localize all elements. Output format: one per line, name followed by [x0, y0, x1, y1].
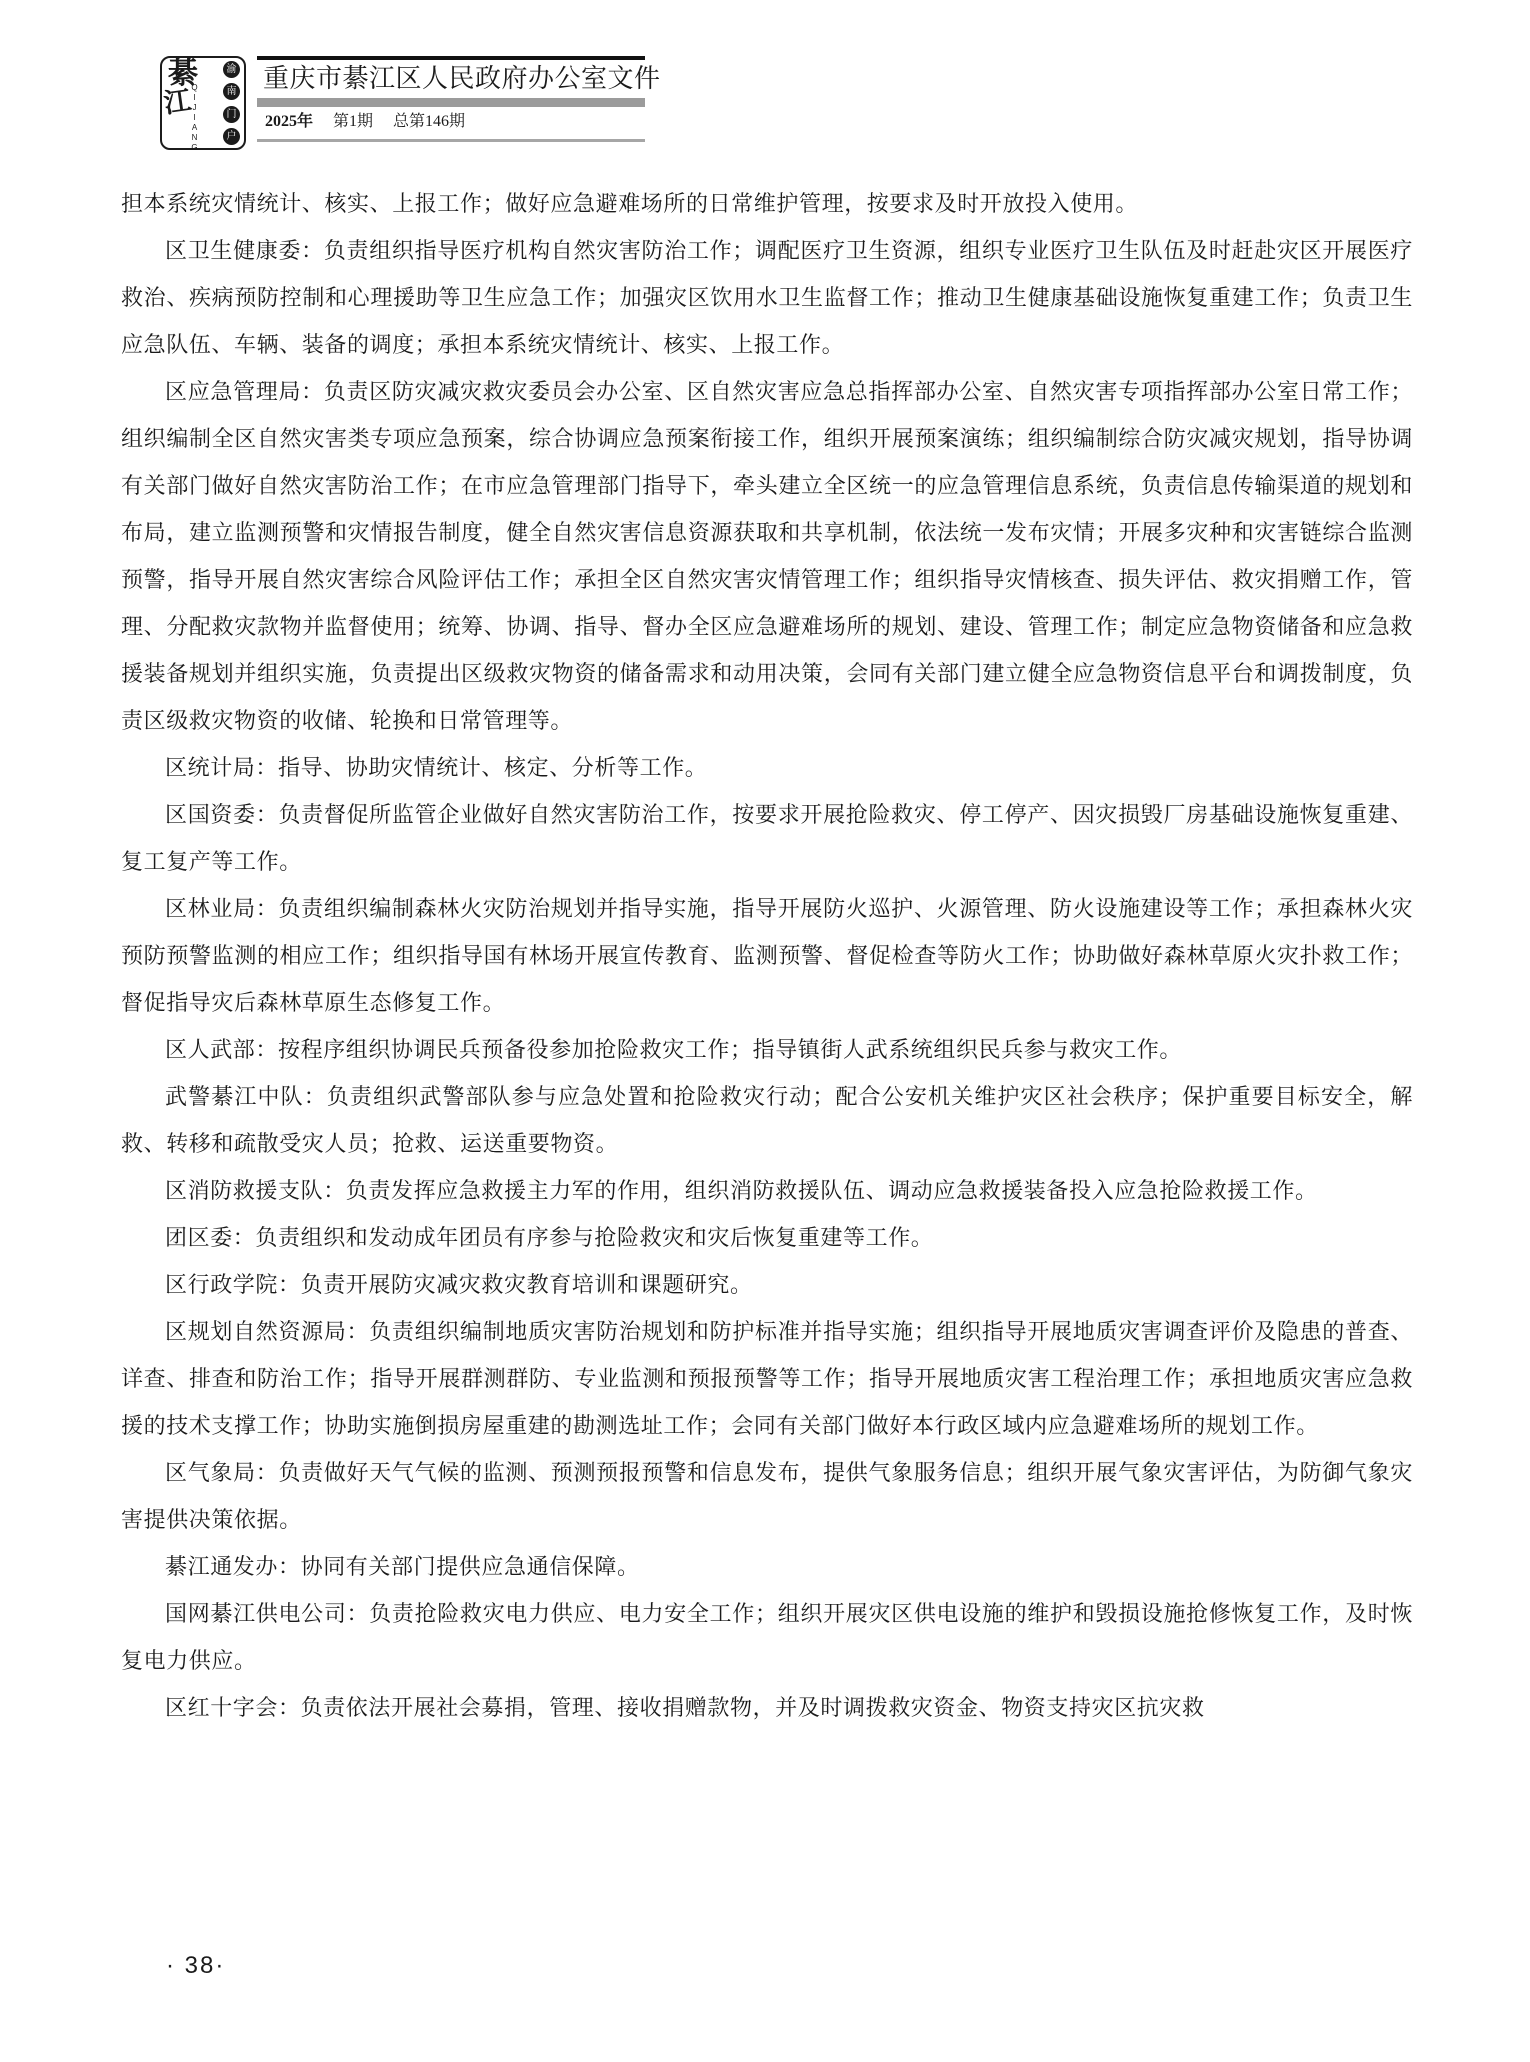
- body-paragraph: 綦江通发办：协同有关部门提供应急通信保障。: [165, 1554, 640, 1579]
- document-title: 重庆市綦江区人民政府办公室文件: [263, 64, 661, 93]
- logo-char-qi: 綦: [168, 57, 198, 90]
- body-paragraph: 区卫生健康委：负责组织指导医疗机构自然灾害防治工作；调配医疗卫生资源，组织专业医疗卫生队伍及时赶赴灾区开展医疗救治、疾病预防控制和心理援助等卫生应急工作；加强灾区饮用水卫生监督工作；推动卫生健康基础设施恢复重建工作；负责卫生应急队伍、车辆、装备的调度；承担本系统灾情统计、核实、上报工作。: [121, 238, 1413, 357]
- header-title-block: [257, 56, 661, 142]
- seal-icon: 门: [223, 106, 240, 123]
- seal-icon: 户: [223, 128, 240, 145]
- document-body: [121, 180, 1413, 1731]
- qijiang-gov-logo: [160, 56, 246, 153]
- issue-year: 2025年: [265, 113, 314, 130]
- body-paragraph: 区林业局：负责组织编制森林火灾防治规划并指导实施，指导开展防火巡护、火源管理、防火设施建设等工作；承担森林火灾预防预警监测的相应工作；组织指导国有林场开展宣传教育、监测预警、督促检查等防火工作；协助做好森林草原火灾扑救工作；督促指导灾后森林草原生态修复工作。: [121, 896, 1413, 1015]
- issue-info: [257, 107, 645, 137]
- seal-icon: 渝: [223, 61, 240, 78]
- page-number: · 38·: [166, 1952, 226, 1979]
- body-paragraph: 区气象局：负责做好天气气候的监测、预测预报预警和信息发布，提供气象服务信息；组织开展气象灾害评估，为防御气象灾害提供决策依据。: [121, 1460, 1413, 1532]
- body-paragraph: 团区委：负责组织和发动成年团员有序参与抢险救灾和灾后恢复重建等工作。: [165, 1225, 934, 1250]
- logo-char-jiang: 江: [161, 85, 193, 119]
- logo-characters: [161, 57, 204, 153]
- header-rule-bottom: [257, 139, 645, 142]
- page-footer: [166, 1952, 225, 1980]
- body-paragraph: 区统计局：指导、协助灾情统计、核定、分析等工作。: [165, 755, 708, 780]
- header-rule-middle: [257, 98, 645, 107]
- body-paragraph: 区应急管理局：负责区防灾减灾救灾委员会办公室、区自然灾害应急总指挥部办公室、自然灾害专项指挥部办公室日常工作；组织编制全区自然灾害类专项应急预案，综合协调应急预案衔接工作，组织开展预案演练；组织编制综合防灾减灾规划，指导协调有关部门做好自然灾害防治工作；在市应急管理部门指导下，牵头建立全区统一的应急管理信息系统，负责信息传输渠道的规划和布局，建立监测预警和灾情报告制度，健全自然灾害信息资源获取和共享机制，依法统一发布灾情；开展多灾种和灾害链综合监测预警，指导开展自然灾害综合风险评估工作；承担全区自然灾害灾情管理工作；组织指导灾情核查、损失评估、救灾捐赠工作，管理、分配救灾款物并监督使用；统筹、协调、指导、督办全区应急避难场所的规划、建设、管理工作；制定应急物资储备和应急救援装备规划并组织实施，负责提出区级救灾物资的储备需求和动用决策，会同有关部门建立健全应急物资信息平台和调拨制度，负责区级救灾物资的收储、轮换和日常管理等。: [121, 379, 1413, 733]
- body-paragraph: 区人武部：按程序组织协调民兵预备役参加抢险救灾工作；指导镇街人武系统组织民兵参与救灾工作。: [165, 1037, 1183, 1062]
- body-paragraph: 区规划自然资源局：负责组织编制地质灾害防治规划和防护标准并指导实施；组织指导开展地质灾害调查评价及隐患的普查、详查、排查和防治工作；指导开展群测群防、专业监测和预报预警等工作；指导开展地质灾害工程治理工作；承担地质灾害应急救援的技术支撑工作；协助实施倒损房屋重建的勘测选址工作；会同有关部门做好本行政区域内应急避难场所的规划工作。: [121, 1319, 1413, 1438]
- document-header: [160, 56, 661, 153]
- body-paragraph: 武警綦江中队：负责组织武警部队参与应急处置和抢险救灾行动；配合公安机关维护灾区社会秩序；保护重要目标安全，解救、转移和疏散受灾人员；抢救、运送重要物资。: [121, 1084, 1413, 1156]
- logo-seal-column: [223, 61, 240, 145]
- body-paragraph: 担本系统灾情统计、核实、上报工作；做好应急避难场所的日常维护管理，按要求及时开放投入使用。: [121, 191, 1139, 216]
- body-paragraph: 国网綦江供电公司：负责抢险救灾电力供应、电力安全工作；组织开展灾区供电设施的维护和毁损设施抢修恢复工作，及时恢复电力供应。: [121, 1601, 1413, 1673]
- logo-romanized-name: QIJIANG: [190, 83, 199, 153]
- body-paragraph: 区消防救援支队：负责发挥应急救援主力军的作用，组织消防救援队伍、调动应急救援装备投入应急抢险救援工作。: [165, 1178, 1318, 1203]
- body-paragraph: 区红十字会：负责依法开展社会募捐，管理、接收捐赠款物，并及时调拨救灾资金、物资支持灾区抗灾救: [165, 1695, 1205, 1720]
- body-paragraph: 区行政学院：负责开展防灾减灾救灾教育培训和课题研究。: [165, 1272, 753, 1297]
- body-paragraph: 区国资委：负责督促所监管企业做好自然灾害防治工作，按要求开展抢险救灾、停工停产、因灾损毁厂房基础设施恢复重建、复工复产等工作。: [121, 802, 1413, 874]
- seal-icon: 南: [223, 83, 240, 100]
- issue-number: 第1期: [333, 113, 374, 130]
- issue-total: 总第146期: [393, 113, 466, 130]
